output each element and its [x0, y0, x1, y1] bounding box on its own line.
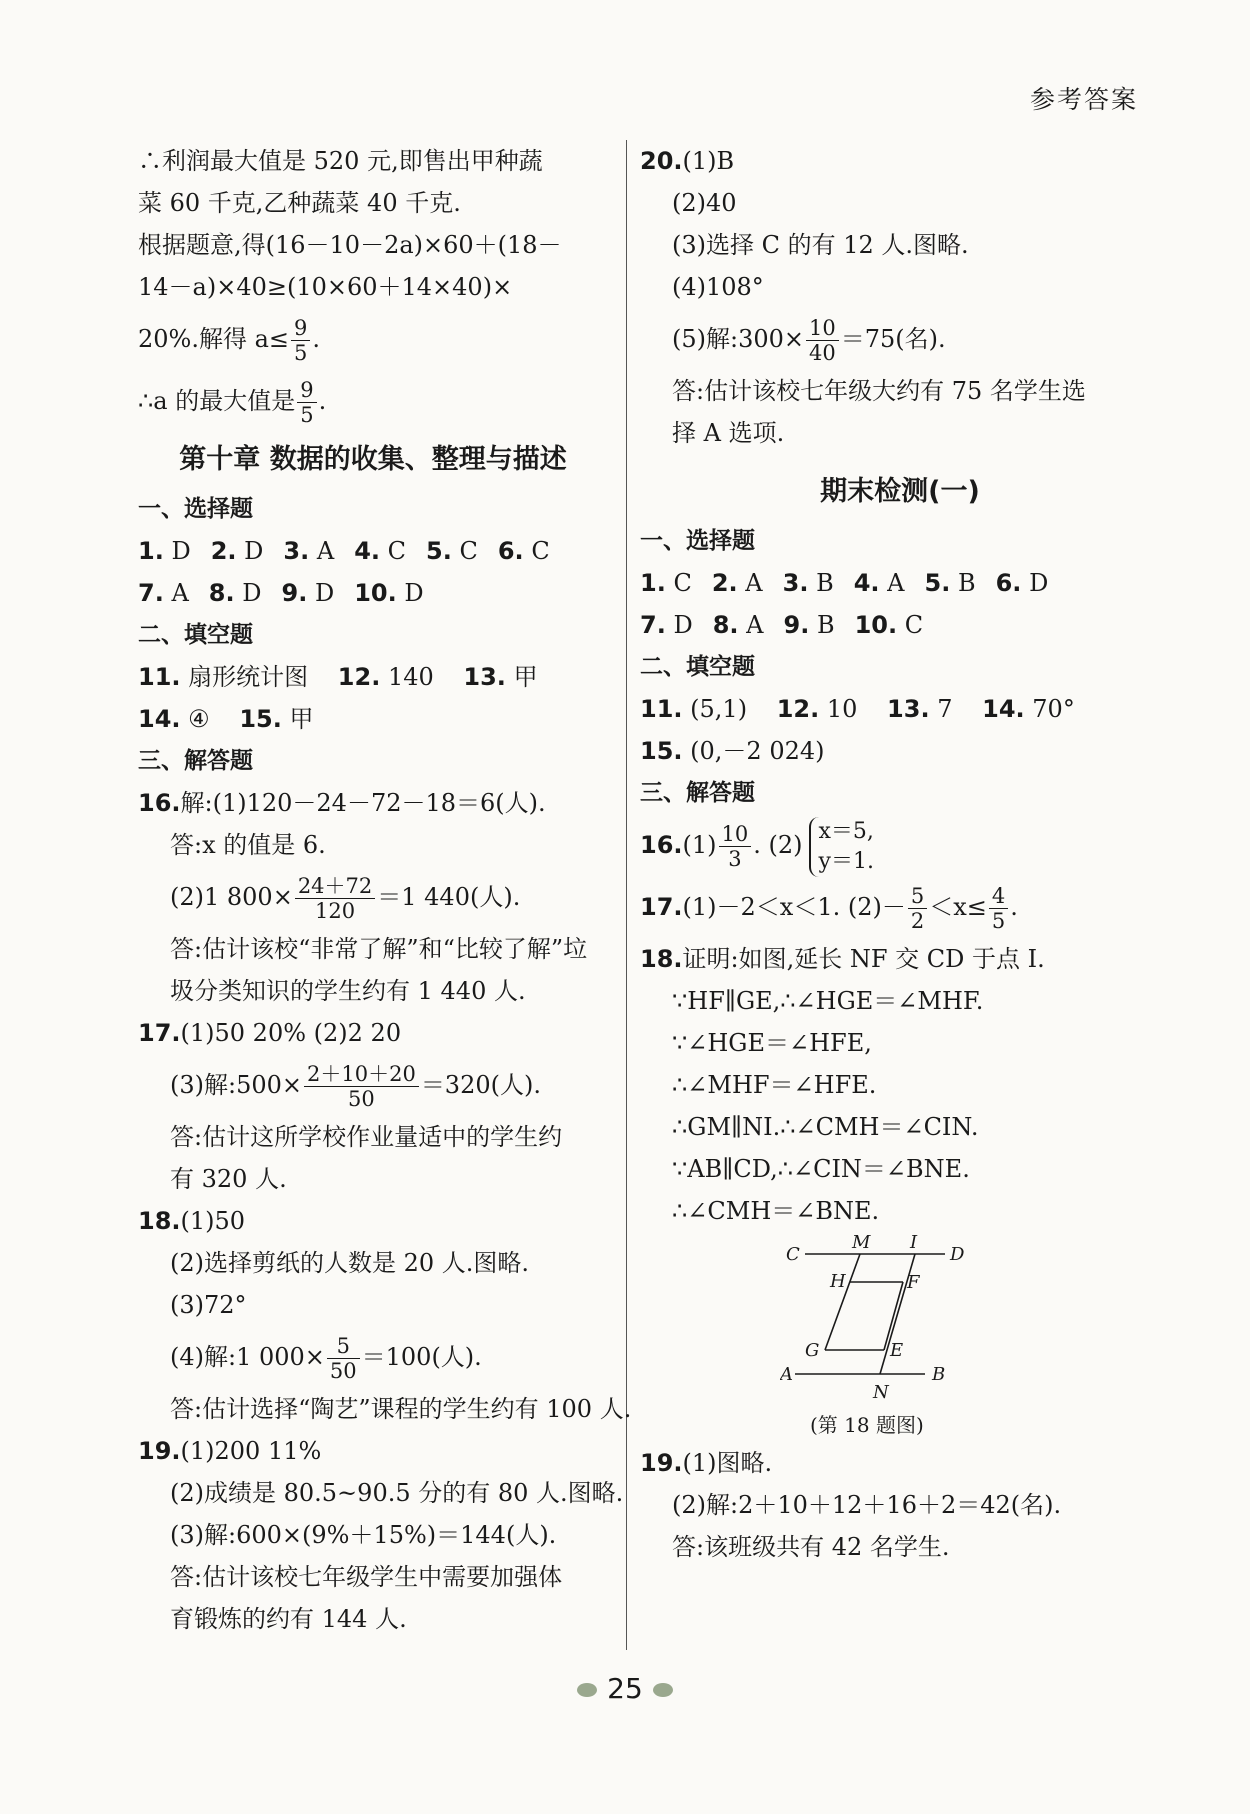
denominator: 40: [809, 341, 836, 365]
denominator: 5: [300, 403, 314, 427]
text-line: [640, 814, 1160, 876]
answer: C: [665, 569, 692, 597]
text-line: 答:该班级共有 42 名学生.: [672, 1533, 950, 1561]
question-number: 14.: [982, 695, 1025, 723]
text-line: (3)72°: [170, 1291, 247, 1319]
choice-list: [138, 537, 570, 565]
text: (2)1 800×: [170, 883, 293, 911]
choice-row: [138, 572, 608, 614]
page-footer: [0, 1672, 1250, 1705]
text: . (2): [753, 831, 803, 859]
fraction: [297, 378, 316, 427]
text-line: 择 A 选项.: [672, 419, 785, 447]
numerator: 10: [719, 822, 752, 847]
text-line: ∴利润最大值是 520 元,即售出甲种蔬: [138, 147, 543, 175]
text: (5)解:300×: [672, 325, 804, 353]
text: .: [1010, 893, 1018, 921]
numerator: 5: [327, 1334, 360, 1359]
question-number: 14.: [138, 705, 181, 733]
text-line: [138, 1012, 608, 1054]
text: (1)B: [682, 147, 735, 175]
choice-row: [640, 562, 1160, 604]
question-number: 15.: [640, 737, 683, 765]
fill-row: [138, 698, 608, 740]
text-line: 答:估计该校“非常了解”和“比较了解”垃: [170, 935, 588, 963]
label-g: G: [805, 1340, 820, 1361]
text-line: ∵AB∥CD,∴∠CIN＝∠BNE.: [672, 1155, 970, 1183]
fraction: [295, 874, 375, 923]
text: ＝1 440(人).: [377, 883, 521, 911]
numerator: 9: [297, 378, 316, 403]
choice-list: [640, 569, 1068, 597]
numerator: 2＋10＋20: [304, 1062, 419, 1087]
text-line: (2)成绩是 80.5~90.5 分的有 80 人.图略.: [170, 1479, 624, 1507]
question-number: 1.: [640, 569, 666, 597]
text: ∴a 的最大值是: [138, 387, 296, 415]
answer: 70°: [1032, 695, 1075, 723]
answer: (0,－2 024): [690, 737, 825, 765]
question-number: 2.: [210, 537, 237, 565]
fill-row: [640, 730, 1160, 772]
label-e: E: [890, 1340, 904, 1361]
question-number: 1.: [138, 537, 164, 565]
text: (1): [682, 831, 717, 859]
question-number: 15.: [239, 705, 282, 733]
equation: x＝5,: [818, 818, 874, 844]
fraction: [327, 1334, 360, 1383]
question-number: 4.: [853, 569, 880, 597]
question-number: 7.: [138, 579, 164, 607]
question-number: 3.: [283, 537, 310, 565]
text: (3)解:500×: [170, 1071, 302, 1099]
question-number: 9.: [281, 579, 308, 607]
question-number: 12.: [337, 663, 381, 691]
answer: 7: [937, 695, 953, 723]
text-line: (2)选择剪纸的人数是 20 人.图略.: [170, 1249, 530, 1277]
numerator: 10: [806, 316, 839, 341]
text: (4)解:1 000×: [170, 1343, 325, 1371]
label-m: M: [852, 1232, 871, 1253]
fraction: [304, 1062, 419, 1111]
text-line: [640, 140, 1160, 182]
text: 证明:如图,延长 NF 交 CD 于点 I.: [682, 945, 1045, 973]
page-header: 参考答案: [1029, 85, 1138, 114]
answer: 10: [826, 695, 858, 723]
text-line: ∵∠HGE＝∠HFE,: [672, 1029, 872, 1057]
question-number: 8.: [208, 579, 235, 607]
text-line: (4)108°: [672, 273, 764, 301]
label-a: A: [780, 1364, 793, 1385]
label-i: I: [910, 1232, 918, 1253]
text-line: [138, 308, 608, 370]
text-line: 答:估计选择“陶艺”课程的学生约有 100 人.: [170, 1395, 632, 1423]
diagram-svg: [780, 1232, 1120, 1442]
text-line: 答:估计该校七年级学生中需要加强体: [170, 1563, 563, 1591]
choice-row: [138, 530, 608, 572]
question-number: 6.: [497, 537, 524, 565]
chapter-title: 第十章 数据的收集、整理与描述: [179, 444, 567, 475]
question-number: 18.: [138, 1207, 181, 1235]
text: 20%.解得 a≤: [138, 325, 290, 353]
question-number: 17.: [138, 1019, 181, 1047]
left-column: [138, 140, 632, 1640]
text-line: 答:估计这所学校作业量适中的学生约: [170, 1123, 563, 1151]
question-number: 19.: [138, 1437, 181, 1465]
section-heading: 一、选择题: [138, 496, 253, 522]
text-line: 答:x 的值是 6.: [170, 831, 326, 859]
question-number: 5.: [426, 537, 452, 565]
fraction: [908, 884, 927, 933]
section-heading: 二、填空题: [640, 654, 755, 680]
text-line: (2)解:2＋10＋12＋16＋2＝42(名).: [672, 1491, 1062, 1519]
text-line: ∵HF∥GE,∴∠HGE＝∠MHF.: [672, 987, 984, 1015]
answer: 140: [387, 663, 434, 691]
fraction: [806, 316, 839, 365]
denominator: 120: [314, 899, 356, 923]
answer: C: [380, 537, 407, 565]
text: (1)图略.: [682, 1449, 773, 1477]
text: 解:(1)120－24－72－18＝6(人).: [180, 789, 546, 817]
label-f: F: [907, 1272, 920, 1293]
answer: 甲: [513, 663, 538, 691]
fraction: [719, 822, 752, 871]
answer: C: [523, 537, 550, 565]
fill-row: [640, 688, 1160, 730]
text-line: [138, 1200, 608, 1242]
answer: A: [737, 569, 763, 597]
answer: B: [950, 569, 976, 597]
question-number: 11.: [138, 663, 181, 691]
question-number: 18.: [640, 945, 683, 973]
question-number: 10.: [854, 611, 898, 639]
answer: C: [451, 537, 478, 565]
question-number: 3.: [782, 569, 809, 597]
text-line: 根据题意,得(16－10－2a)×60＋(18－: [138, 231, 562, 259]
choice-list: [640, 611, 943, 639]
answer: D: [396, 579, 424, 607]
equation-system: [809, 817, 874, 877]
question-number: 6.: [995, 569, 1022, 597]
denominator: 50: [348, 1087, 375, 1111]
text: (1)50 20% (2)2 20: [180, 1019, 402, 1047]
section-heading: 一、选择题: [640, 528, 755, 554]
denominator: 5: [294, 341, 308, 365]
question-number: 9.: [783, 611, 810, 639]
text-line: [640, 308, 1160, 370]
denominator: 2: [910, 909, 925, 933]
section-heading: 二、填空题: [138, 622, 253, 648]
label-d: D: [950, 1244, 965, 1265]
answer: A: [879, 569, 905, 597]
label-n: N: [873, 1382, 889, 1403]
question-number: 7.: [640, 611, 666, 639]
question-number: 19.: [640, 1449, 683, 1477]
answer: 甲: [289, 705, 314, 733]
text: ＜x≤: [929, 893, 987, 921]
leaf-icon: [577, 1683, 597, 1697]
text-line: 育锻炼的约有 144 人.: [170, 1605, 407, 1633]
text-line: [138, 1326, 608, 1388]
page-number: 25: [607, 1672, 643, 1705]
text: ＝100(人).: [361, 1343, 482, 1371]
numerator: 9: [291, 316, 310, 341]
label-b: B: [932, 1364, 946, 1385]
text: (1)－2＜x＜1. (2)－: [682, 893, 906, 921]
question-number: 10.: [354, 579, 397, 607]
answer: (5,1): [690, 695, 748, 723]
text: (1)200 11%: [180, 1437, 322, 1465]
text: .: [312, 325, 321, 353]
answer: B: [809, 611, 835, 639]
section-heading: 三、解答题: [138, 748, 253, 774]
denominator: 5: [991, 909, 1006, 933]
text-line: (3)选择 C 的有 12 人.图略.: [672, 231, 969, 259]
denominator: 50: [329, 1359, 357, 1383]
equation: y＝1.: [818, 848, 874, 874]
question-number: 17.: [640, 893, 683, 921]
text-line: (3)解:600×(9%＋15%)＝144(人).: [170, 1521, 557, 1549]
text: .: [318, 387, 327, 415]
answer: A: [309, 537, 335, 565]
leaf-icon: [653, 1683, 673, 1697]
answer: D: [1021, 569, 1049, 597]
text: (1)50: [180, 1207, 246, 1235]
answer: B: [808, 569, 834, 597]
text-line: [640, 1442, 1160, 1484]
question-number: 8.: [712, 611, 739, 639]
question-number: 20.: [640, 147, 683, 175]
text-line: [138, 782, 608, 824]
question-number: 2.: [711, 569, 738, 597]
text-line: 答:估计该校七年级大约有 75 名学生选: [672, 377, 1086, 405]
fraction: [291, 316, 310, 365]
segment-mg: [825, 1254, 860, 1350]
question-number: 11.: [640, 695, 683, 723]
text-line: (2)40: [672, 189, 737, 217]
text-line: [138, 1054, 608, 1116]
question-number: 16.: [138, 789, 181, 817]
answer: D: [163, 537, 191, 565]
text-line: ∴GM∥NI.∴∠CMH＝∠CIN.: [672, 1113, 979, 1141]
text-line: 菜 60 千克,乙种蔬菜 40 千克.: [138, 189, 461, 217]
text-line: [640, 938, 1160, 980]
numerator: 5: [908, 884, 927, 909]
answer: D: [234, 579, 262, 607]
figure-caption: (第 18 题图): [810, 1413, 924, 1437]
question-number: 5.: [924, 569, 951, 597]
answer: A: [738, 611, 764, 639]
text: ＝75(名).: [840, 325, 946, 353]
question-number: 12.: [776, 695, 820, 723]
chapter-title: 期末检测(一): [820, 476, 980, 507]
question-number: 13.: [463, 663, 506, 691]
denominator: 3: [728, 847, 742, 871]
numerator: 24＋72: [295, 874, 375, 899]
numerator: 4: [989, 884, 1008, 909]
answer: D: [236, 537, 264, 565]
question-number: 16.: [640, 831, 683, 859]
geometry-diagram: [780, 1232, 1120, 1442]
text: ＝320(人).: [420, 1071, 541, 1099]
text-line: [138, 370, 608, 432]
text-line: 圾分类知识的学生约有 1 440 人.: [170, 977, 526, 1005]
answer: 扇形统计图: [188, 663, 309, 691]
text-line: 有 320 人.: [170, 1165, 287, 1193]
answer: D: [665, 611, 693, 639]
choice-row: [640, 604, 1160, 646]
text-line: [138, 1430, 608, 1472]
text-line: [138, 866, 608, 928]
section-heading: 三、解答题: [640, 780, 755, 806]
answer: ④: [188, 705, 210, 733]
text-line: ∴∠CMH＝∠BNE.: [672, 1197, 880, 1225]
text-line: ∴∠MHF＝∠HFE.: [672, 1071, 877, 1099]
fill-row: [138, 656, 608, 698]
answer: A: [163, 579, 189, 607]
label-c: C: [786, 1244, 800, 1265]
right-column: [640, 140, 1160, 1568]
label-h: H: [830, 1271, 846, 1292]
question-number: 4.: [354, 537, 381, 565]
fraction: [989, 884, 1008, 933]
question-number: 13.: [887, 695, 930, 723]
answer: C: [897, 611, 924, 639]
choice-list: [138, 579, 444, 607]
text-line: 14－a)×40≥(10×60＋14×40)×: [138, 273, 513, 301]
answer: D: [307, 579, 335, 607]
text-line: [640, 876, 1160, 938]
